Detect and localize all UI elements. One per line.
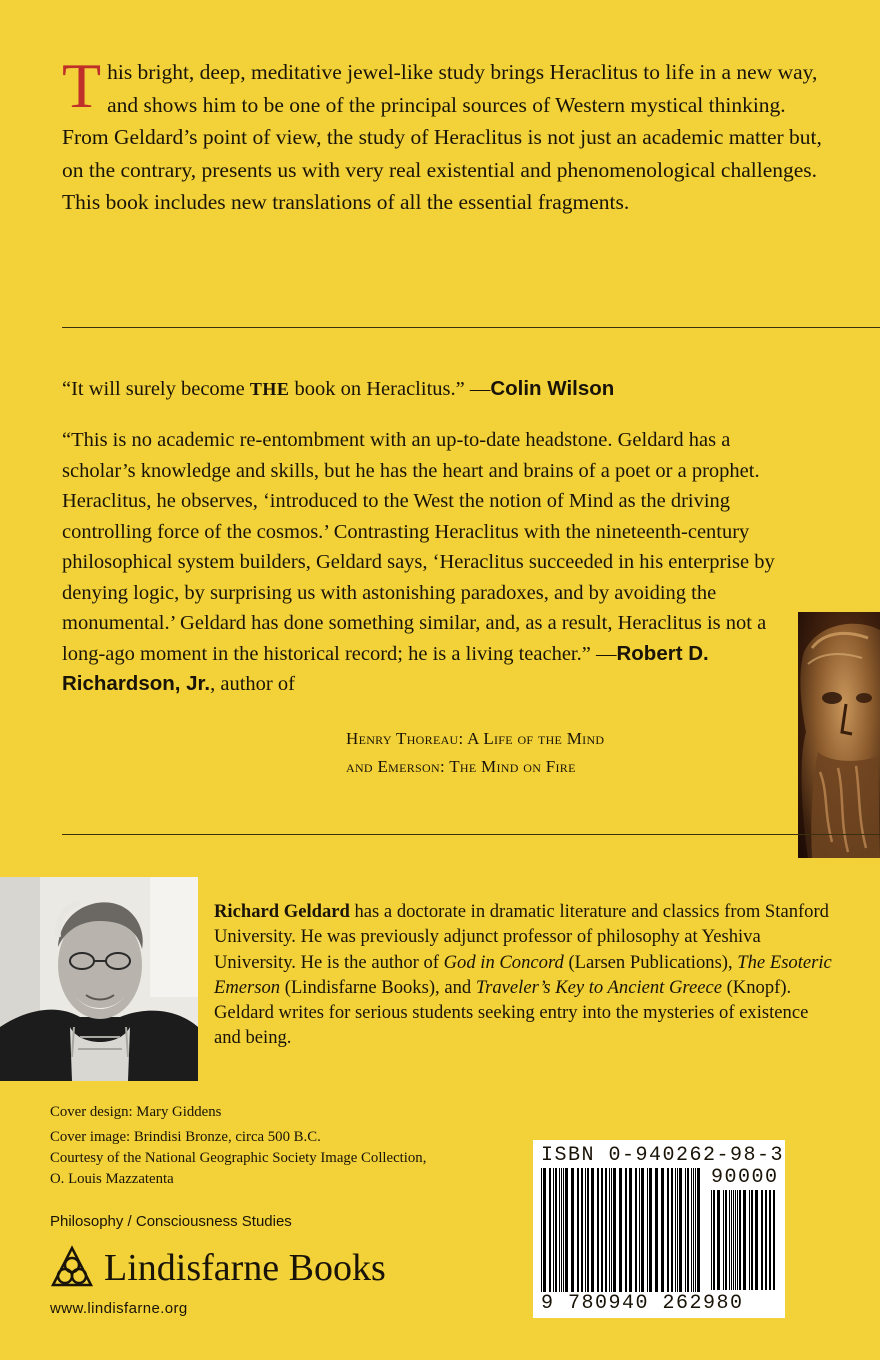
- barcode-bar: [629, 1168, 632, 1294]
- richardson-books: [346, 725, 604, 781]
- barcode-bar: [671, 1168, 673, 1294]
- credit-line: Courtesy of the National Geographic Society Image Collection,: [50, 1150, 427, 1166]
- barcode-bar: [563, 1168, 564, 1294]
- barcode-bar: [751, 1190, 753, 1290]
- barcode-bar: [713, 1190, 715, 1290]
- barcode-bar: [733, 1190, 734, 1290]
- barcode-bar: [611, 1168, 612, 1294]
- price-code: 90000: [711, 1166, 779, 1189]
- ean-number: 9 780940 262980: [541, 1292, 744, 1315]
- quote2-author: Robert D. Richardson, Jr.: [62, 641, 709, 695]
- quote1-post: book on Heraclitus.” —: [289, 378, 491, 400]
- isbn-number: ISBN 0-940262-98-3: [541, 1144, 785, 1167]
- barcode-bar: [613, 1168, 616, 1294]
- credit-line: Cover image: Brindisi Bronze, circa 500 B.C.: [50, 1129, 321, 1145]
- bio-part2: (Larsen Publications),: [563, 951, 738, 973]
- bronze-head-illustration: [798, 612, 880, 858]
- barcode-bar: [735, 1190, 736, 1290]
- barcode-bar: [755, 1190, 758, 1290]
- barcode-bar: [661, 1168, 664, 1294]
- barcode-bar: [749, 1190, 750, 1290]
- barcode-bar: [647, 1168, 648, 1294]
- barcode-bar: [565, 1168, 568, 1294]
- barcode-bar: [581, 1168, 583, 1294]
- barcode-bar: [711, 1190, 712, 1290]
- barcode-bar: [577, 1168, 579, 1294]
- barcode-bar: [765, 1190, 767, 1290]
- barcode-bar: [743, 1190, 746, 1290]
- divider-bottom: [62, 834, 880, 835]
- blurb-paragraph: [62, 50, 822, 219]
- barcode-bar: [697, 1168, 700, 1294]
- barcode-bar: [585, 1168, 586, 1294]
- barcode-bar: [725, 1190, 727, 1290]
- barcode-bar: [729, 1190, 730, 1290]
- cover-credits: [50, 1102, 520, 1190]
- barcode-bar: [619, 1168, 622, 1294]
- barcode-bar: [685, 1168, 686, 1294]
- barcode-bar: [561, 1168, 562, 1294]
- publisher-name: Lindisfarne Books: [104, 1247, 386, 1289]
- quote1-emphasis: THE: [249, 379, 290, 399]
- bronze-head-image: [798, 612, 880, 858]
- barcode-bar: [677, 1168, 678, 1294]
- author-photo: [0, 877, 198, 1081]
- credit-line: Cover design: Mary Giddens: [50, 1104, 222, 1120]
- barcode-bar: [769, 1190, 771, 1290]
- barcode-bar: [739, 1190, 741, 1290]
- barcode-bar: [679, 1168, 682, 1294]
- quote2-text: “This is no academic re-entombment with an up-to-date headstone. Geldard has a scholar’s knowledge and skills, but he has the heart and brains of a poet or a prophet. Heraclitus, he observes, ‘introduced to the West the notion of Mind as the driving controlling force of the cosmos.’ Contrasting Heraclitus with the nineteenth-century philosophical system builders, Geldard says, ‘Heraclitus succeeded in his enterprise by denying logic, by surprising us with astonishing paradoxes, and by avoiding the monumental.’ Geldard has done something similar, and, as a result, Heraclitus is not a long-ago moment in the historical record; he is a living teacher.” —: [62, 429, 775, 665]
- credit-line: O. Louis Mazzatenta: [50, 1171, 174, 1187]
- barcode-bar: [591, 1168, 594, 1294]
- barcode-bar: [737, 1190, 738, 1290]
- quote2-author-suffix: , author of: [210, 673, 295, 695]
- barcode-bar: [693, 1168, 694, 1294]
- barcode-bar: [587, 1168, 589, 1294]
- barcode-bar: [675, 1168, 676, 1294]
- barcode-bar: [555, 1168, 557, 1294]
- barcode-bar: [635, 1168, 637, 1294]
- barcode-bar: [639, 1168, 640, 1294]
- subject-category: Philosophy / Consciousness Studies: [50, 1213, 292, 1230]
- barcode-bar: [601, 1168, 603, 1294]
- book-title-emerson: and Emerson: The Mind on Fire: [346, 757, 576, 776]
- bio-part3: (Lindisfarne Books), and: [280, 976, 476, 998]
- barcode-bar: [641, 1168, 644, 1294]
- barcode-bar: [655, 1168, 658, 1294]
- barcode-bar: [597, 1168, 599, 1294]
- barcode-bar: [773, 1190, 775, 1290]
- barcode-bar: [541, 1168, 542, 1294]
- barcode-bar: [667, 1168, 669, 1294]
- drop-cap: T: [62, 50, 102, 121]
- quote-richardson: [62, 425, 802, 700]
- isbn-barcode: [533, 1140, 785, 1318]
- author-portrait: [0, 877, 198, 1081]
- barcode-bar: [723, 1190, 724, 1290]
- blurb-text: his bright, deep, meditative jewel-like study brings Heraclitus to life in a new way, and shows him to be one of the principal sources of Western mystical thinking. From Geldard’s point of view, the study of Heraclitus is not just an academic matter but, on the contrary, presents us with very real existential and phenomenological challenges. This book includes new translations of all the essential fragments.: [62, 60, 822, 214]
- barcode-bar: [717, 1190, 720, 1290]
- publisher-logo: [50, 1238, 386, 1298]
- bio-part4: (Knopf). Geldard writes for serious students seeking entry into the mysteries of existence and being.: [214, 976, 809, 1049]
- quote-colin-wilson: [62, 374, 822, 404]
- author-name: Richard Geldard: [214, 901, 350, 922]
- barcode-bar: [571, 1168, 574, 1294]
- bio-book-travelers-key: Traveler’s Key to Ancient Greece: [475, 976, 722, 998]
- barcode-bars: [541, 1168, 703, 1294]
- publisher-website[interactable]: www.lindisfarne.org: [50, 1300, 188, 1317]
- barcode-bar: [691, 1168, 692, 1294]
- bio-book-god-in-concord: God in Concord: [443, 951, 564, 973]
- barcode-bar: [695, 1168, 696, 1294]
- triquetra-icon: [50, 1245, 94, 1291]
- quote1-pre: “It will surely become: [62, 378, 250, 400]
- barcode-bar: [553, 1168, 554, 1294]
- barcode-bar: [559, 1168, 560, 1294]
- barcode-bar: [543, 1168, 546, 1294]
- barcode-bar: [761, 1190, 763, 1290]
- barcode-bar: [605, 1168, 607, 1294]
- barcode-bar: [731, 1190, 732, 1290]
- book-title-thoreau: Henry Thoreau: A Life of the Mind: [346, 729, 605, 748]
- quote1-author: Colin Wilson: [490, 377, 615, 400]
- price-barcode-bars: [711, 1190, 777, 1290]
- barcode-bar: [649, 1168, 652, 1294]
- barcode-bar: [687, 1168, 689, 1294]
- bio-book-esoteric-emerson: The Esoteric Emerson: [214, 951, 832, 998]
- divider-top: [62, 327, 880, 328]
- barcode-bar: [625, 1168, 627, 1294]
- bio-part1: has a doctorate in dramatic literature and classics from Stanford University. He was previously adjunct professor of philosophy at Yeshiva University. He is the author of: [214, 901, 829, 973]
- barcode-bar: [549, 1168, 551, 1294]
- author-bio: [214, 899, 834, 1051]
- barcode-bar: [609, 1168, 610, 1294]
